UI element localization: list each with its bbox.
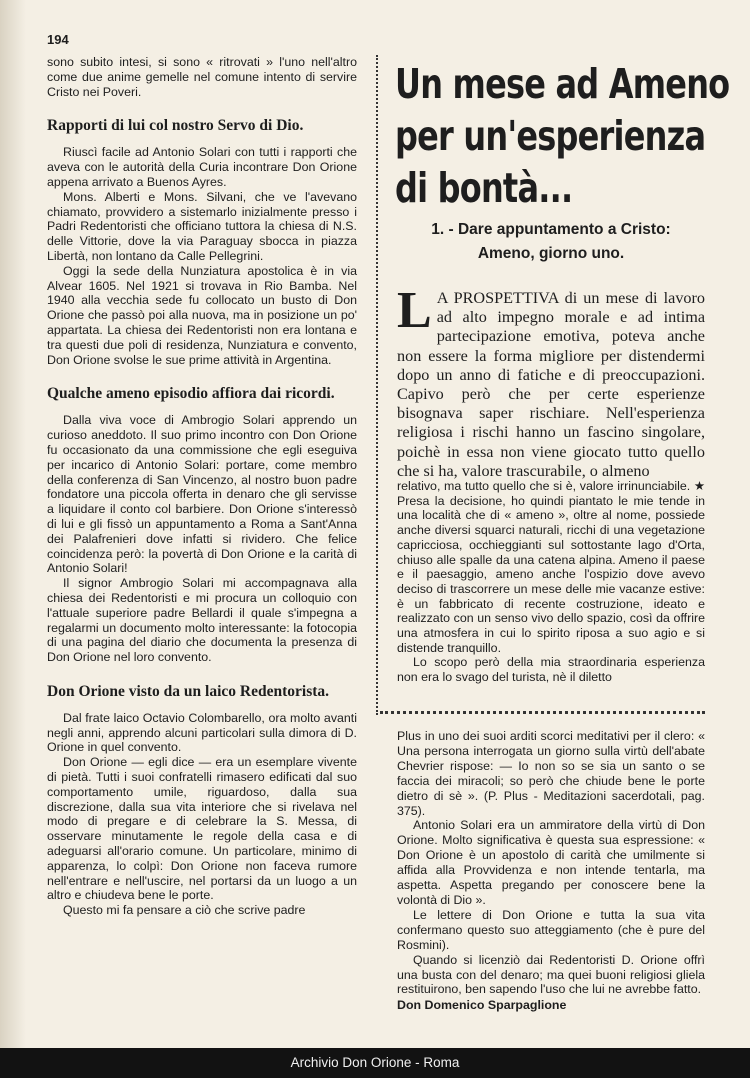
paragraph: Plus in uno dei suoi arditi scorci meditativi per il clero: « Una persona interrogata un giorno sulla virtù dell'abate Chevrier rispose: — Io non so se sia un santo o se faccia dei miracoli; so però che chiude bene le porte dietro di sè ». (P. Plus - Meditazioni sacerdotali, pag. 375). [397, 729, 705, 818]
paragraph: Le lettere di Don Orione e tutta la sua vita confermano questo suo atteggiamento (che è pure del Rosmini). [397, 907, 705, 952]
paragraph: Antonio Solari era un ammiratore della virtù di Don Orione. Molto significativa è questa sua espressione: « Don Orione è un apostolo di carità che umilmente si affida alla Provvidenza e non intende tentarla, ma aspetta. Aspetta pregando per conoscere bene la volontà di Dio ». [397, 818, 705, 907]
section-heading-episodio: Qualche ameno episodio affiora dai ricordi. [47, 385, 335, 403]
author-signature: Don Domenico Sparpaglione [397, 998, 567, 1013]
article-lead [397, 282, 705, 481]
article-body [397, 479, 705, 685]
paragraph: Don Orione — egli dice — era un esemplare vivente di pietà. Tutti i suoi confratelli rimasero edificati dal suo comportamento umile, riguardoso, dalla sua discrezione, dalla sua vita interiore che si rivelava nel modo di pregare e di celebrare la S. Messa, di osservare minutamente le regole della casa e di adeguarsi all'orario comune. Un particolare, minimo di apparenza, lo colpì: Don Orione non faceva rumore nell'entrare e nell'uscire, nel portarsi da un luogo a un altro e chiudeva bene le porte. [47, 755, 357, 903]
intro-paragraph: sono subito intesi, si sono « ritrovati » l'uno nell'altro come due anime gemelle nel comune intento di servire Cristo nei Poveri. [47, 55, 357, 99]
paragraph: Riuscì facile ad Antonio Solari con tutti i rapporti che aveva con le autorità della Curia incontrare Don Orione appena arrivato a Buenos Ayres. [47, 145, 357, 189]
subheading-line: 1. - Dare appuntamento a Cristo: [431, 221, 671, 238]
headline-line: per un'esperienza [395, 112, 706, 160]
page-edge-shadow [0, 0, 26, 1078]
headline-line: di bontà... [395, 164, 573, 212]
paragraph: Lo scopo però della mia straordinaria esperienza non era lo svago del turista, nè il diletto [397, 655, 705, 685]
paragraph: relativo, ma tutto quello che si è, valore irrinunciabile. ★ Presa la decisione, ho quindi piantato le mie tende in una località che di « ameno », oltre al nome, possiede anche diversi squarci naturali, ricchi di una vegetazione capricciosa, occhieggianti sul sottostante lago d'Orta, chiuso alle spalle da una catena alpina. Ameno il paese e il paesaggio, ameno anche l'ospizio dove avevo deciso di trascorrere un mese delle mie vacanze estive: è un fabbricato di recente costruzione, ideato e realizzato con un senso vivo dello spazio, così da offrire una atmosfera in cui lo spirito riposa a suo agio e si distende tranquillo. [397, 479, 705, 655]
lead-text: A PROSPETTIVA di un mese di lavoro ad alto impegno morale e ad intima partecipazione emotiva, poteva anche non essere la forma migliore per distendermi dopo un anno di fatiche e di preoccupazioni. Capivo però che per certe esperienze bisognava saper rischiare. Nell'esperienza religiosa i rischi hanno un fascino singolare, poichè in essa non viene giocato tutto quello che si ha, valore trascurabile, o almeno [397, 289, 705, 480]
article-subheading [395, 218, 707, 266]
paragraph: Questo mi fa pensare a ciò che scrive padre [63, 903, 306, 918]
paragraph: Quando si licenziò dai Redentoristi D. Orione offrì una busta con del denaro; ma quei buoni religiosi gliela restituirono, ben sapendo l'uso che lui ne avrebbe fatto. [397, 952, 705, 997]
right-column-continuation [397, 729, 705, 1013]
section-heading-rapporti: Rapporti di lui col nostro Servo di Dio. [47, 117, 304, 135]
drop-cap: L [397, 282, 432, 339]
box-border-bottom [380, 711, 705, 714]
headline-line: Un mese ad Ameno [395, 60, 730, 108]
section-heading-laico: Don Orione visto da un laico Redentorista. [47, 682, 330, 700]
paragraph: Dalla viva voce di Ambrogio Solari apprendo un curioso aneddoto. Il suo primo incontro con Don Orione fu occasionato da una commissione che egli eseguiva per incarico di Antonio Solari: portare, come membro della conferenza di San Vincenzo, al nostro buon padre fondatore una piccola offerta in denaro che gli servisse a liquidare il conto col barbiere. Don Orione s'interessò di lui e gli fissò un appuntamento a Roma a Sant'Anna dei Palafrenieri dove infatti si rividero. Che felice coincidenza però: la povertà di Don Orione e la carità di Antonio Solari! [47, 413, 357, 576]
page-number: 194 [47, 32, 69, 47]
paragraph: Mons. Alberti e Mons. Silvani, che ve l'avevano chiamato, provvidero a sistemarlo inizialmente presso i Padri Redentoristi che officiano tuttora la chiesa di N.S. delle Vittorie, dove la via Paraguay sbocca in piazza Libertà, non lontano da Calle Pellegrini. [47, 189, 357, 263]
article-headline [395, 58, 730, 214]
left-column [47, 55, 357, 918]
archive-footer: Archivio Don Orione - Roma [0, 1048, 750, 1078]
paragraph: Il signor Ambrogio Solari mi accompagnava alla chiesa dei Redentoristi e mi procura un colloquio con l'attuale superiore padre Bellardi il quale s'impegna a regalarmi un documento molto interessante: la fotocopia di una pagina del diario che documenta la presenza di Don Orione nel loro convento. [47, 576, 357, 665]
paragraph: Oggi la sede della Nunziatura apostolica è in via Alvear 1605. Nel 1921 si trovava in Rio Bamba. Nel 1940 alla vecchia sede fu collocato un busto di Don Orione che passò poi alla nuova, ma in posizione un po' appartata. La chiesa dei Redentoristi non era lontana e tra questi due poli di residenza, Nunziatura e convento, Don Orione svolse le sue prime attività in Argentina. [47, 263, 357, 367]
box-border-left [376, 55, 384, 715]
subheading-line: Ameno, giorno uno. [477, 245, 625, 262]
paragraph: Dal frate laico Octavio Colombarello, ora molto avanti negli anni, apprendo alcuni particolari sulla dimora di D. Orione in quel convento. [47, 710, 357, 755]
